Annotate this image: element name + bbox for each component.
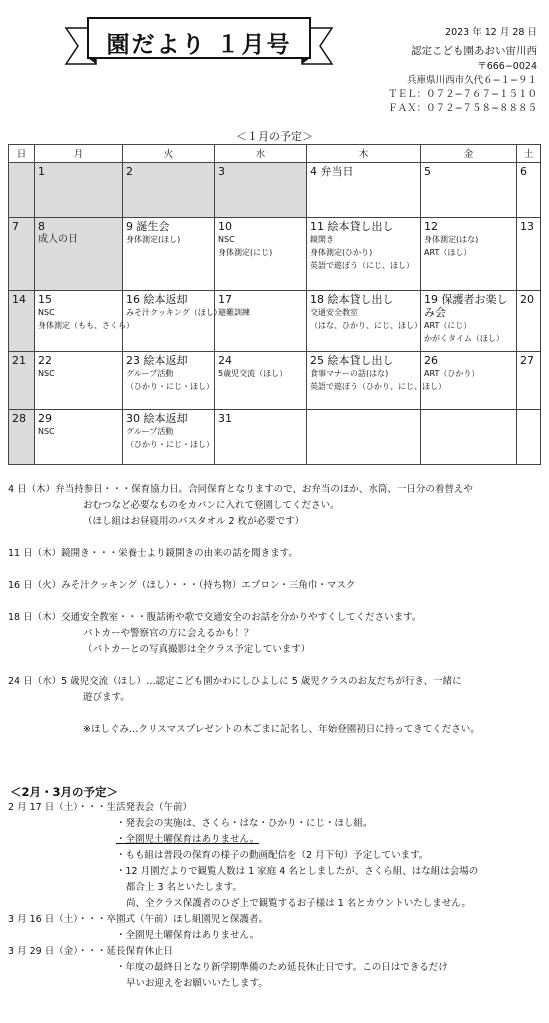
note-line: （ほし組はお昼寝用のバスタオル 2 枚が必要です） — [83, 516, 305, 527]
day-event: かがくタイム（ほし） — [424, 334, 504, 343]
calendar-day-cell — [35, 218, 123, 291]
calendar-day-cell — [9, 218, 35, 291]
calendar-day-cell — [517, 291, 541, 352]
schedule-text: ・発表会の実施は、さくら・はな・ひかり・にじ・ほし組。 — [116, 818, 373, 829]
note-line: 4 日（木）弁当持参日・・・保育協力日。合同保育となりますので、お弁当のほか、水筒、一日分の着替えや — [8, 484, 473, 495]
note-line: 16 日（火）みそ汁クッキング（ほし）・・・（持ち物）エプロン・三角巾・マスク — [8, 580, 356, 591]
event-notes — [8, 482, 543, 738]
day-number: 1 — [38, 165, 45, 178]
note-line: パトカーや警察官の方に会えるかも！？ — [83, 628, 254, 639]
day-number: 25 絵本貸し出し — [310, 354, 394, 367]
schedule-text: 3 月 29 日（金）・・・延長保育休止日 — [8, 946, 173, 957]
day-event: NSC — [218, 235, 235, 244]
calendar-day-cell — [123, 352, 215, 410]
title-banner — [64, 14, 334, 70]
calendar-week-row — [9, 291, 541, 352]
calendar-week-row — [9, 352, 541, 410]
weekday-label: 日 — [9, 145, 35, 163]
schedule-text: ・年度の最終日となり新学期準備のため延長休止日です。この日はできるだけ — [116, 962, 448, 973]
calendar-day-cell — [307, 410, 421, 465]
calendar-day-cell — [307, 163, 421, 218]
note-line: 24 日（水）5 歳児交流（ほし）…認定こども園かわにしひよしに 5 歳児クラスのお友だちが行き、一緒に — [8, 676, 462, 687]
note-line: 11 日（木）鏡開き・・・栄養士より鏡開きの由来の話を聞きます。 — [8, 548, 298, 559]
note-line — [8, 658, 543, 674]
day-number: 21 — [12, 354, 26, 367]
day-event: グループ活動 — [126, 369, 174, 378]
day-number: 4 弁当日 — [310, 165, 354, 178]
calendar-day-cell — [9, 352, 35, 410]
calendar-day-cell — [421, 218, 517, 291]
day-number: 5 — [424, 165, 431, 178]
calendar-day-cell — [35, 163, 123, 218]
note-line — [8, 706, 543, 722]
day-event: NSC — [38, 369, 55, 378]
day-event: 避難訓練 — [218, 308, 250, 317]
calendar-day-cell — [9, 163, 35, 218]
day-number: 31 — [218, 412, 232, 425]
day-event: 身体測定(ひかり) — [310, 248, 373, 257]
calendar-day-cell — [9, 410, 35, 465]
note-line — [8, 530, 543, 546]
calendar-day-cell — [215, 163, 307, 218]
note-line: 遊びます。 — [83, 692, 130, 703]
header-info — [388, 26, 537, 116]
day-number: 28 — [12, 412, 26, 425]
day-event: 食事マナーの話(はな) — [310, 369, 389, 378]
schedule-line — [8, 848, 543, 864]
calendar-day-cell — [421, 163, 517, 218]
schedule-line — [8, 880, 543, 896]
note-line: ※ほしぐみ…クリスマスプレゼントの木ごまに記名し、年始登園初日に持ってきてください。 — [83, 724, 480, 735]
calendar-day-cell — [307, 218, 421, 291]
fax: ＦＡＸ：０７２−７５８−８８８５ — [388, 103, 537, 114]
note-line — [8, 594, 543, 610]
calendar-day-cell — [517, 163, 541, 218]
schedule-text: ・12 月園だよりで観覧人数は 1 家庭 4 名としましたが、さくら組、はな組は会場の — [116, 866, 479, 877]
day-number: 14 — [12, 293, 26, 306]
day-event: みそ汁クッキング（ほし） — [126, 308, 222, 317]
schedule-line — [8, 832, 543, 848]
day-number: 29 — [38, 412, 52, 425]
day-number: 18 絵本貸し出し — [310, 293, 394, 306]
calendar-day-cell — [35, 410, 123, 465]
weekday-label: 月 — [35, 145, 123, 163]
schedule-line — [8, 928, 543, 944]
schedule-text: ・もも組は普段の保育の様子の動画配信を（2 月下旬）予定しています。 — [116, 850, 429, 861]
weekday-label: 土 — [517, 145, 541, 163]
day-number: 2 — [126, 165, 133, 178]
weekday-label: 水 — [215, 145, 307, 163]
day-number: 26 — [424, 354, 438, 367]
feb-mar-schedule — [8, 800, 543, 992]
calendar-day-cell — [421, 410, 517, 465]
day-event: 交通安全教室 — [310, 308, 358, 317]
newsletter-title: 園だより １月号 — [106, 32, 292, 58]
day-event: 英語で遊ぼう（にじ、ほし） — [310, 261, 414, 270]
schedule-line — [8, 960, 543, 976]
day-event: 身体測定(はな) — [424, 235, 479, 244]
postal-code: 〒666−0024 — [477, 61, 537, 72]
calendar-day-cell — [517, 218, 541, 291]
day-event: 身体測定(ほし) — [126, 235, 181, 244]
day-event: 身体測定（もも、さくら） — [38, 321, 134, 330]
day-number: 15 — [38, 293, 52, 306]
day-number: 30 絵本返却 — [126, 412, 188, 425]
day-number: 22 — [38, 354, 52, 367]
schedule-text: 2 月 17 日（土）・・・生活発表会（午前） — [8, 802, 192, 813]
day-event: （ひかり・にじ・ほし） — [126, 440, 214, 449]
day-event: 5歳児交流（ほし） — [218, 369, 288, 378]
calendar-day-cell — [9, 291, 35, 352]
schedule-line — [8, 816, 543, 832]
schedule-text: 早いお迎えをお願いいたします。 — [126, 978, 268, 989]
organization-name: 認定こども園あおい宙川西 — [411, 45, 537, 57]
calendar-week-row — [9, 218, 541, 291]
day-number: 23 絵本返却 — [126, 354, 188, 367]
calendar-day-cell — [517, 410, 541, 465]
note-line: （パトカーとの写真撮影は全クラス予定しています） — [83, 644, 311, 655]
calendar-day-cell — [123, 163, 215, 218]
day-event: 鏡開き — [310, 235, 334, 244]
schedule-text: ・全園児土曜保育はありません。 — [116, 834, 260, 845]
day-event: ART（ひかり） — [424, 369, 480, 378]
day-number: 6 — [520, 165, 527, 178]
day-number: 3 — [218, 165, 225, 178]
day-number: 17 — [218, 293, 232, 306]
calendar-day-cell — [307, 291, 421, 352]
calendar-day-cell — [123, 410, 215, 465]
day-event: NSC — [38, 427, 55, 436]
schedule-line — [8, 944, 543, 960]
calendar-day-cell — [215, 410, 307, 465]
day-number: 11 絵本貸し出し — [310, 220, 394, 233]
day-event: 成人の日 — [38, 234, 78, 245]
day-number: 10 — [218, 220, 232, 233]
day-event: （はな、ひかり、にじ、ほし） — [310, 321, 422, 330]
january-calendar — [8, 144, 541, 465]
calendar-day-cell — [421, 352, 517, 410]
note-line: おむつなど必要なものをカバンに入れて登園してください。 — [83, 500, 340, 511]
schedule-line — [8, 976, 543, 992]
day-event: ART（ほし） — [424, 248, 472, 257]
calendar-day-cell — [123, 218, 215, 291]
day-number: 8 — [38, 220, 45, 233]
calendar-day-cell — [215, 291, 307, 352]
day-event: グループ活動 — [126, 427, 174, 436]
weekday-label: 木 — [307, 145, 421, 163]
day-event: 英語で遊ぼう（ひかり、にじ、ほし） — [310, 382, 446, 391]
calendar-day-cell — [215, 218, 307, 291]
day-event: （ひかり・にじ・ほし） — [126, 382, 214, 391]
calendar-week-row — [9, 163, 541, 218]
day-event: ART（にじ） — [424, 321, 472, 330]
calendar-day-cell — [35, 291, 134, 352]
schedule-line — [8, 864, 543, 880]
day-number: 27 — [520, 354, 534, 367]
day-number: 20 — [520, 293, 534, 306]
issue-date: 2023 年 12 月 28 日 — [445, 27, 537, 38]
day-number: 24 — [218, 354, 232, 367]
schedule-line — [8, 896, 543, 912]
day-number: 7 — [12, 220, 19, 233]
day-number: 12 — [424, 220, 438, 233]
calendar-day-cell — [421, 291, 517, 352]
address: 兵庫県川西市久代６−１−９１ — [407, 75, 537, 86]
schedule-text: 都合上 3 名といたします。 — [126, 882, 242, 893]
calendar-day-cell — [123, 291, 222, 352]
calendar-title: ＜１月の予定＞ — [236, 130, 313, 143]
calendar-day-cell — [35, 352, 123, 410]
calendar-day-cell — [517, 352, 541, 410]
schedule-text: 3 月 16 日（土）・・・卒園式（午前）ほし組園児と保護者。 — [8, 914, 268, 925]
day-event: NSC — [38, 308, 55, 317]
weekday-label: 火 — [123, 145, 215, 163]
weekday-header — [9, 145, 541, 163]
day-event: 身体測定(にじ) — [218, 248, 273, 257]
schedule-line — [8, 800, 543, 816]
day-number: 9 誕生会 — [126, 220, 170, 233]
day-number: 13 — [520, 220, 534, 233]
schedule-title: ＜2月・3月の予定＞ — [10, 785, 119, 799]
schedule-line — [8, 912, 543, 928]
note-line — [8, 562, 543, 578]
schedule-text: ・全園児土曜保育はありません。 — [116, 930, 260, 941]
weekday-label: 金 — [421, 145, 517, 163]
day-number: 16 絵本返却 — [126, 293, 188, 306]
day-number: 19 保護者お楽しみ会 — [424, 293, 508, 319]
calendar-day-cell — [215, 352, 307, 410]
schedule-text: 尚、全クラス保護者のひざ上で観覧するお子様は 1 名とカウントいたしません。 — [126, 898, 471, 909]
tel: ＴＥＬ：０７２−７６７−１５１０ — [388, 89, 537, 100]
calendar-week-row — [9, 410, 541, 465]
note-line: 18 日（木）交通安全教室・・・腹話術や歌で交通安全のお話を分かりやすくしてくださいます。 — [8, 612, 422, 623]
